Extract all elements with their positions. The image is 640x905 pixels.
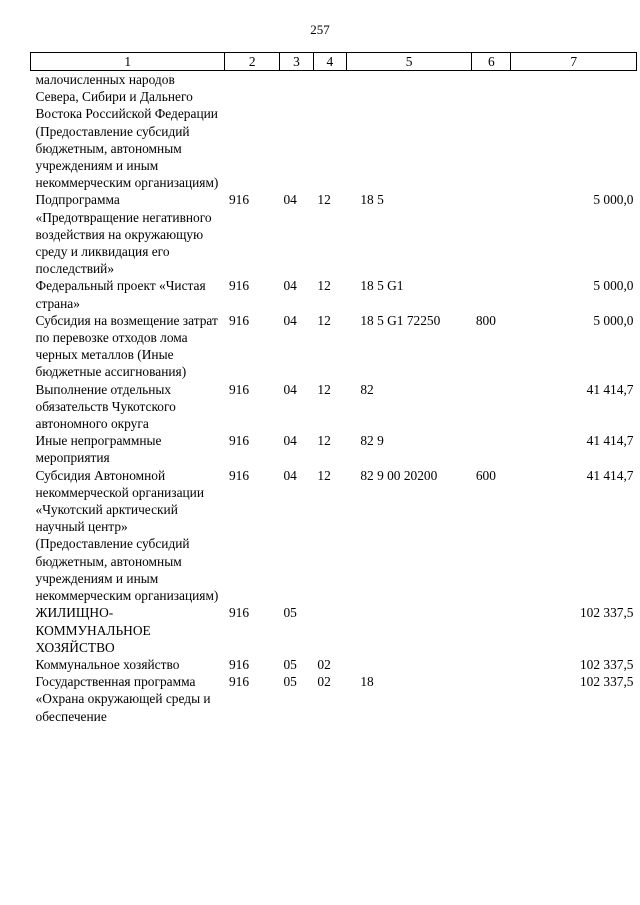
amount-cell: 5 000,0 bbox=[593, 192, 634, 208]
row-name-cell: ЖИЛИЩНО-КОММУНАЛЬНОЕ ХОЗЯЙСТВО bbox=[35, 605, 151, 655]
code-cell bbox=[346, 604, 472, 656]
code-cell: 12 bbox=[317, 467, 331, 483]
code-cell bbox=[472, 381, 511, 433]
table-row bbox=[31, 312, 637, 381]
amount-cell: 41 414,7 bbox=[586, 433, 634, 449]
budget-table bbox=[30, 52, 637, 725]
code-cell bbox=[472, 673, 511, 725]
code-cell: 916 bbox=[228, 433, 250, 449]
code-cell: 916 bbox=[228, 278, 250, 294]
header-cell: 3 bbox=[279, 53, 313, 71]
code-cell: 04 bbox=[283, 467, 297, 483]
code-cell bbox=[346, 71, 472, 192]
code-cell: 916 bbox=[228, 312, 250, 328]
amount-cell: 41 414,7 bbox=[586, 467, 634, 483]
code-cell: 12 bbox=[317, 278, 331, 294]
row-name-cell: Коммунальное хозяйство bbox=[35, 656, 180, 672]
table-row bbox=[31, 277, 637, 311]
code-cell bbox=[346, 656, 472, 673]
code-cell: 82 bbox=[360, 381, 374, 397]
code-cell: 12 bbox=[317, 433, 331, 449]
code-cell bbox=[472, 277, 511, 311]
row-name-cell: Федеральный проект «Чистая страна» bbox=[35, 278, 206, 311]
code-cell: 05 bbox=[283, 674, 297, 690]
table-row bbox=[31, 381, 637, 433]
header-cell: 5 bbox=[346, 53, 472, 71]
code-cell bbox=[225, 71, 280, 192]
header-cell: 4 bbox=[313, 53, 346, 71]
page-number: 257 bbox=[310, 22, 330, 37]
code-cell: 04 bbox=[283, 278, 297, 294]
code-cell bbox=[472, 71, 511, 192]
code-cell: 600 bbox=[475, 467, 496, 483]
code-cell bbox=[313, 604, 346, 656]
header-cell: 6 bbox=[472, 53, 511, 71]
code-cell: 18 bbox=[360, 674, 374, 690]
code-cell: 12 bbox=[317, 192, 331, 208]
code-cell: 04 bbox=[283, 381, 297, 397]
header-cell: 7 bbox=[511, 53, 637, 71]
amount-cell: 5 000,0 bbox=[593, 312, 634, 328]
code-cell: 82 9 00 20200 bbox=[360, 467, 438, 483]
table-row bbox=[31, 191, 637, 277]
code-cell: 02 bbox=[317, 674, 331, 690]
table-body bbox=[31, 71, 637, 725]
amount-cell: 102 337,5 bbox=[579, 656, 634, 672]
table-row bbox=[31, 432, 637, 466]
code-cell: 916 bbox=[228, 381, 250, 397]
code-cell: 05 bbox=[283, 605, 297, 621]
code-cell: 916 bbox=[228, 192, 250, 208]
code-cell: 18 5 G1 72250 bbox=[360, 312, 441, 328]
table-header bbox=[31, 53, 637, 71]
row-name-cell: Субсидия Автономной некоммерческой организации «Чукотский арктический научный центр» (Предоставление субсидий бюджетным, автономным учреждениям и иным некоммерческим организациям) bbox=[35, 467, 219, 604]
code-cell: 02 bbox=[317, 656, 331, 672]
row-name-cell: Выполнение отдельных обязательств Чукотского автономного округа bbox=[35, 381, 176, 432]
code-cell: 800 bbox=[475, 312, 496, 328]
code-cell: 82 9 bbox=[360, 433, 384, 449]
table-row bbox=[31, 467, 637, 605]
code-cell: 916 bbox=[228, 467, 250, 483]
row-name-cell: Субсидия на возмещение затрат по перевозке отходов лома черных металлов (Иные бюджетные ассигнования) bbox=[35, 312, 218, 380]
code-cell: 04 bbox=[283, 312, 297, 328]
code-cell bbox=[279, 71, 313, 192]
amount-cell bbox=[511, 71, 637, 192]
row-name-cell: Подпрограмма «Предотвращение негативного воздействия на окружающую среду и ликвидация его последствий» bbox=[35, 192, 212, 277]
code-cell: 18 5 bbox=[360, 192, 384, 208]
code-cell: 18 5 G1 bbox=[360, 278, 404, 294]
table-row bbox=[31, 71, 637, 192]
code-cell: 916 bbox=[228, 656, 250, 672]
code-cell: 916 bbox=[228, 605, 250, 621]
code-cell bbox=[472, 604, 511, 656]
amount-cell: 5 000,0 bbox=[593, 278, 634, 294]
amount-cell: 41 414,7 bbox=[586, 381, 634, 397]
code-cell bbox=[313, 71, 346, 192]
code-cell bbox=[472, 191, 511, 277]
header-cell: 1 bbox=[31, 53, 225, 71]
table-row bbox=[31, 673, 637, 725]
amount-cell: 102 337,5 bbox=[579, 605, 634, 621]
table-row bbox=[31, 604, 637, 656]
amount-cell: 102 337,5 bbox=[579, 674, 634, 690]
row-name-cell: Иные непрограммные мероприятия bbox=[35, 433, 162, 466]
code-cell: 04 bbox=[283, 192, 297, 208]
row-name-cell: Государственная программа «Охрана окружающей среды и обеспечение bbox=[35, 674, 211, 724]
code-cell: 12 bbox=[317, 381, 331, 397]
row-name-cell: малочисленных народов Севера, Сибири и Дальнего Востока Российской Федерации (Предоставление субсидий бюджетным, автономным учреждениям и иным некоммерческим организациям) bbox=[35, 72, 219, 191]
header-cell: 2 bbox=[225, 53, 280, 71]
code-cell: 916 bbox=[228, 674, 250, 690]
code-cell bbox=[472, 656, 511, 673]
code-cell: 12 bbox=[317, 312, 331, 328]
table-row bbox=[31, 656, 637, 673]
code-cell: 05 bbox=[283, 656, 297, 672]
code-cell bbox=[472, 432, 511, 466]
code-cell: 04 bbox=[283, 433, 297, 449]
